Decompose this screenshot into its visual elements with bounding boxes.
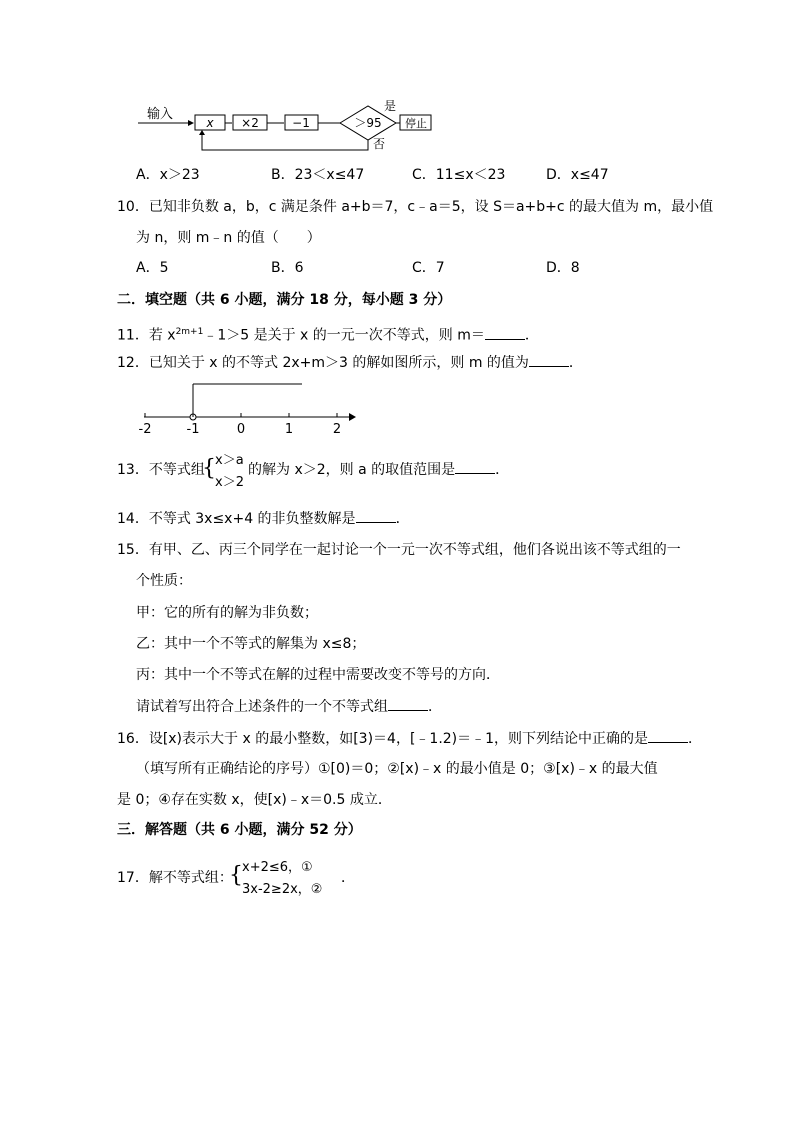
stop-label: 停止 bbox=[405, 117, 427, 130]
q16-line1-text: 16．设[x)表示大于 x 的最小整数，如[3)＝4，[﹣1.2)＝﹣1，则下列结论中正确的是 bbox=[117, 731, 649, 747]
box-x-label: x bbox=[206, 116, 214, 130]
q15-answer-blank bbox=[388, 696, 428, 711]
q16-line2: （填写所有正确结论的序号）①[0)＝0；②[x)﹣x 的最小值是 0；③[x)﹣x 的最大值 bbox=[136, 761, 658, 777]
q11-end: ． bbox=[524, 327, 539, 344]
q17-brace: { bbox=[229, 863, 243, 888]
q12 bbox=[117, 352, 583, 373]
q13-row2: x＞2 bbox=[215, 475, 244, 490]
tick-label: -2 bbox=[138, 422, 152, 437]
q15-yi: 乙：其中一个不等式的解集为 x≤8； bbox=[136, 636, 366, 652]
yes-label: 是 bbox=[384, 99, 397, 113]
q15-ask-text: 请试着写出符合上述条件的一个不等式组 bbox=[136, 699, 388, 715]
q13 bbox=[117, 449, 717, 493]
q15-line2: 个性质： bbox=[136, 573, 192, 589]
q13-brace: { bbox=[202, 456, 216, 481]
q14-end: ． bbox=[395, 511, 410, 527]
tick-label: 1 bbox=[284, 422, 294, 437]
q12-answer-blank bbox=[529, 352, 569, 367]
q14-answer-blank bbox=[356, 508, 396, 523]
q13-answer-blank bbox=[455, 459, 495, 474]
q15-ask bbox=[136, 696, 442, 717]
q11-exponent: 2m+1 bbox=[175, 327, 204, 337]
q10-line2: 为 n，则 m﹣n 的值（ ） bbox=[136, 230, 321, 246]
section3-heading: 三．解答题（共 6 小题，满分 52 分） bbox=[117, 822, 362, 838]
q10-choice-a: A．5 bbox=[136, 260, 169, 276]
q10-line1: 10．已知非负数 a，b，c 满足条件 a+b＝7，c﹣a＝5，设 S＝a+b+c 的最大值为 m，最小值 bbox=[117, 199, 714, 215]
loop-back-line bbox=[202, 131, 368, 150]
q12-end: ． bbox=[568, 355, 583, 371]
q13-post: 的解为 x＞2，则 a 的取值范围是 bbox=[248, 462, 456, 478]
q15-line1: 15．有甲、乙、丙三个同学在一起讨论一个一元一次不等式组，他们各说出该不等式组的一 bbox=[117, 542, 681, 558]
section2-heading: 二．填空题（共 6 小题，满分 18 分，每小题 3 分） bbox=[117, 292, 452, 308]
q16-end1: ． bbox=[688, 731, 703, 747]
q13-end: ． bbox=[495, 462, 510, 478]
q17-row1: x+2≤6，① bbox=[242, 860, 313, 875]
q10-choice-b: B．6 bbox=[271, 260, 304, 276]
diamond-label: ＞95 bbox=[354, 116, 382, 130]
box-times2-label: ×2 bbox=[241, 116, 259, 130]
q11-answer-blank bbox=[485, 325, 525, 340]
q11 bbox=[117, 322, 539, 346]
q11-post: ﹣1＞5 是关于 x 的一元一次不等式，则 m＝ bbox=[203, 327, 485, 344]
q12-text: 12．已知关于 x 的不等式 2x+m＞3 的解如图所示，则 m 的值为 bbox=[117, 355, 529, 371]
q17-row2: 3x-2≥2x，② bbox=[242, 882, 323, 897]
q15-jia: 甲：它的所有的解为非负数； bbox=[136, 605, 318, 621]
q9-choice-b: B．23＜x≤47 bbox=[271, 167, 365, 183]
tick-label: 2 bbox=[332, 422, 342, 437]
q16-line3: 是 0；④存在实数 x，使[x)﹣x＝0.5 成立． bbox=[117, 792, 392, 808]
tick-label: -1 bbox=[186, 422, 200, 437]
q16-line1 bbox=[117, 728, 702, 749]
box-minus1-label: −1 bbox=[292, 116, 310, 130]
number-line bbox=[134, 378, 364, 438]
q15-bing: 丙：其中一个不等式在解的过程中需要改变不等号的方向． bbox=[136, 667, 500, 683]
no-label: 否 bbox=[373, 137, 386, 151]
q13-row1: x＞a bbox=[215, 453, 244, 468]
q14-text: 14．不等式 3x≤x+4 的非负整数解是 bbox=[117, 511, 356, 527]
q10-choice-d: D．8 bbox=[546, 260, 580, 276]
q14 bbox=[117, 508, 410, 529]
q17 bbox=[117, 856, 717, 900]
q9-choice-d: D．x≤47 bbox=[546, 167, 609, 183]
q11-pre: 11．若 x bbox=[117, 327, 176, 344]
number-line-arrow bbox=[349, 413, 356, 421]
q15-end: ． bbox=[428, 699, 442, 715]
flowchart bbox=[130, 98, 440, 156]
q16-answer-blank bbox=[648, 728, 688, 743]
q17-pre: 17．解不等式组： bbox=[117, 870, 233, 886]
q9-choice-a: A．x＞23 bbox=[136, 167, 200, 183]
q9-choice-c: C．11≤x＜23 bbox=[412, 167, 506, 183]
q17-end: ． bbox=[341, 870, 355, 886]
q13-pre: 13．不等式组 bbox=[117, 462, 205, 478]
input-label: 输入 bbox=[147, 107, 174, 122]
q10-choice-c: C．7 bbox=[412, 260, 445, 276]
tick-label: 0 bbox=[236, 422, 246, 437]
